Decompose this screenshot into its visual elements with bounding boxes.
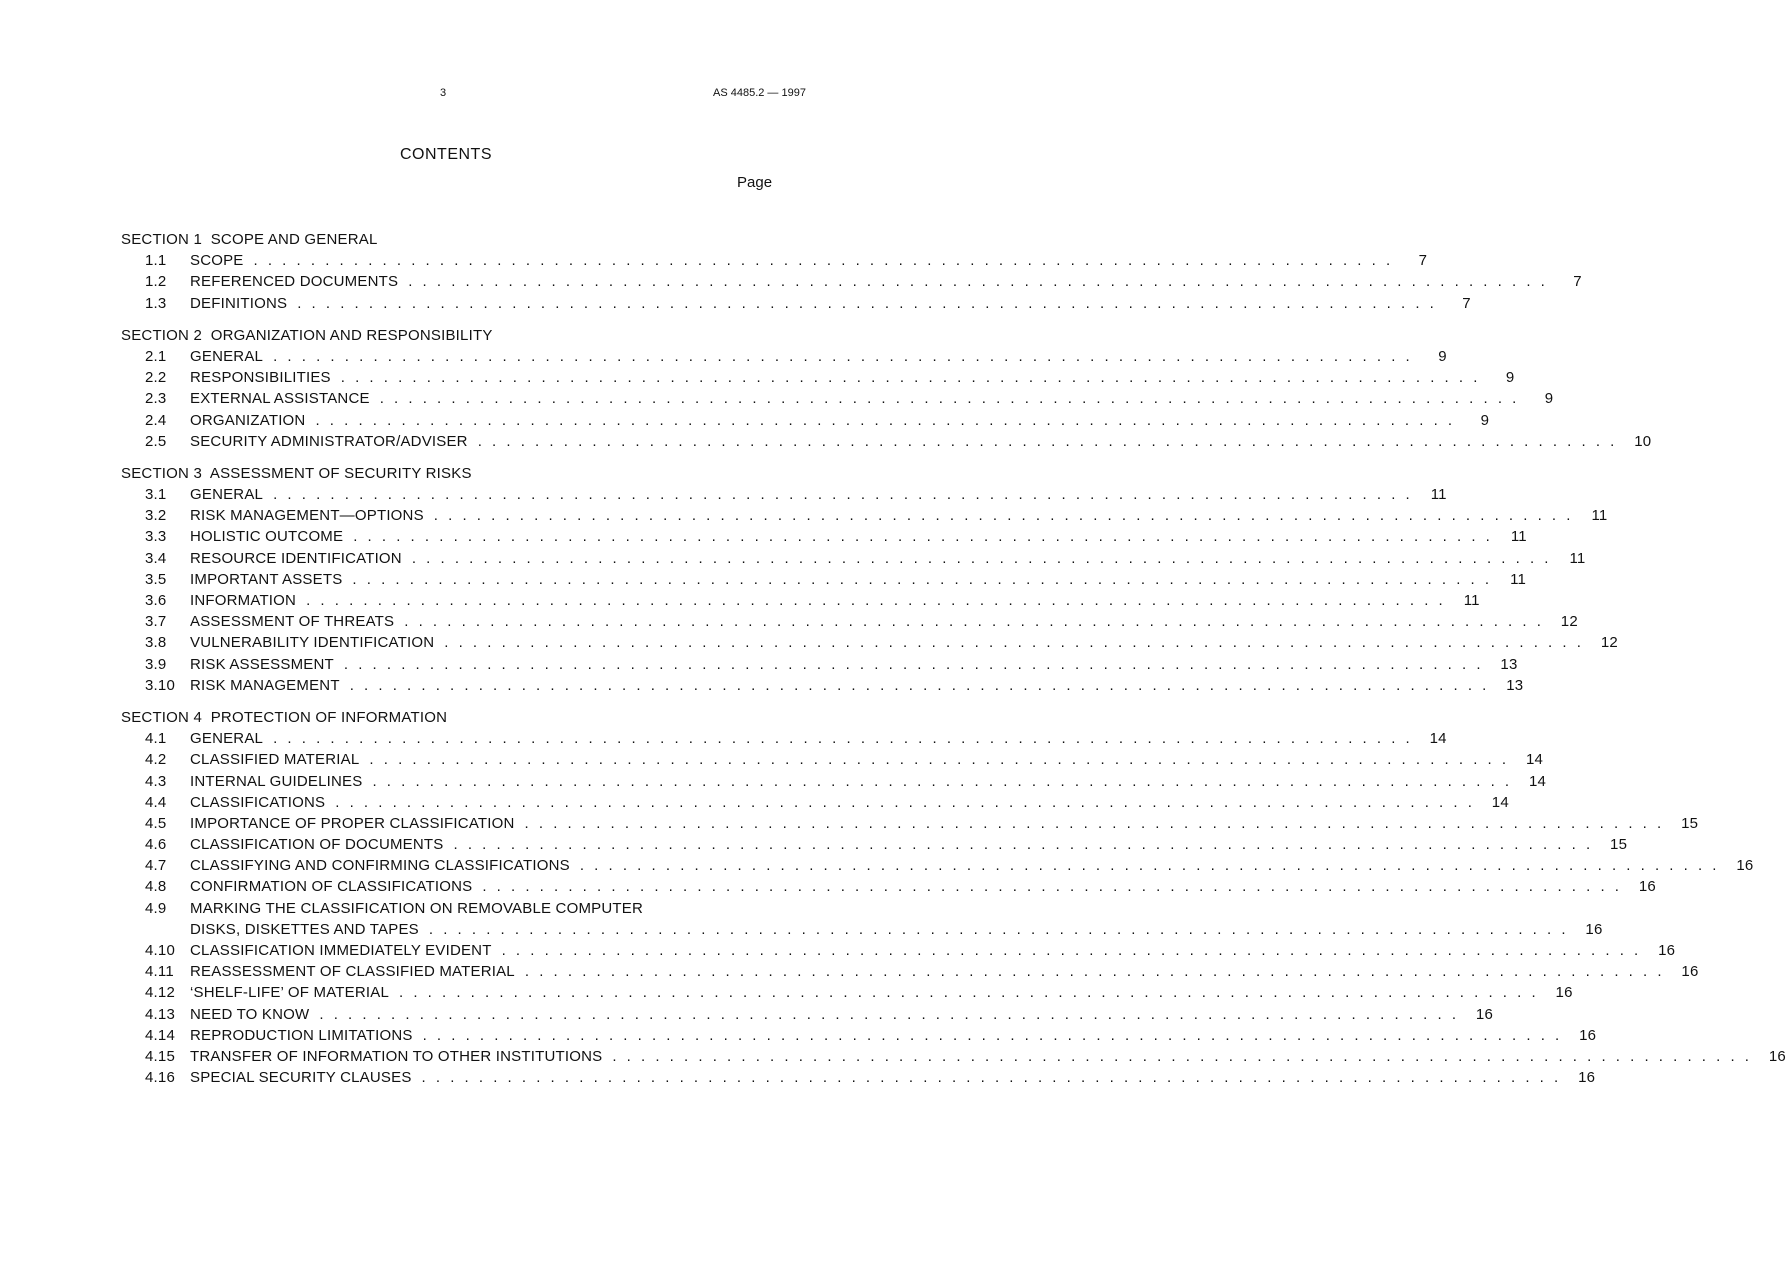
entry-page: 7: [1418, 252, 1428, 270]
toc-section: [121, 229, 1582, 314]
toc-entry[interactable]: [121, 1046, 1786, 1067]
dot-leader: . . . . . . . . . . . . . . . . . . . . . . . . . . . . . . . . . . . . . . . . . . . . . . . . . . . . . . . . . . . . . . . . . . . . . . . . . . . . . . . .: [501, 942, 1642, 960]
toc-entry[interactable]: [121, 548, 1586, 569]
entry-page: 15: [1610, 836, 1628, 854]
entry-title: ASSESSMENT OF THREATS: [190, 613, 395, 631]
toc-entry[interactable]: [121, 293, 1471, 314]
toc-entry[interactable]: [121, 526, 1527, 547]
entry-title: SPECIAL SECURITY CLAUSES: [190, 1069, 412, 1087]
entry-page: 16: [1578, 1069, 1596, 1087]
dot-leader: . . . . . . . . . . . . . . . . . . . . . . . . . . . . . . . . . . . . . . . . . . . . . . . . . . . . . . . . . . . . . . . . . . . . . . . . . . . . . . . .: [372, 772, 1513, 790]
entry-number: 3.6: [145, 592, 167, 609]
entry-page: 14: [1529, 772, 1547, 790]
dot-leader: . . . . . . . . . . . . . . . . . . . . . . . . . . . . . . . . . . . . . . . . . . . . . . . . . . . . . . . . . . . . . . . . . . . . . . . . . . . . . . . .: [315, 411, 1456, 429]
dot-leader: . . . . . . . . . . . . . . . . . . . . . . . . . . . . . . . . . . . . . . . . . . . . . . . . . . . . . . . . . . . . . . . . . . . . . . . . . . . . . . . .: [349, 676, 1490, 694]
dot-leader: . . . . . . . . . . . . . . . . . . . . . . . . . . . . . . . . . . . . . . . . . . . . . . . . . . . . . . . . . . . . . . . . . . . . . . . . . . . . . . . .: [433, 507, 1574, 525]
entry-number: 3.7: [145, 613, 167, 631]
entry-title: EXTERNAL ASSISTANCE: [190, 390, 370, 408]
toc-entry[interactable]: [121, 505, 1608, 526]
entry-title: REPRODUCTION LIMITATIONS: [190, 1026, 413, 1044]
entry-page: 14: [1491, 793, 1509, 811]
entry-number: 4.9: [145, 899, 167, 917]
entry-number: 3.8: [145, 634, 167, 652]
entry-title: REFERENCED DOCUMENTS: [190, 273, 399, 291]
dot-leader: . . . . . . . . . . . . . . . . . . . . . . . . . . . . . . . . . . . . . . . . . . . . . . . . . . . . . . . . . . . . . . . . . . . . . . . . . . . . . . . .: [428, 920, 1569, 938]
entry-number: 4.3: [145, 772, 167, 790]
entry-page: 16: [1585, 920, 1603, 938]
toc-section: [121, 463, 1618, 696]
entry-page: 16: [1658, 942, 1676, 960]
entry-title: CLASSIFICATION IMMEDIATELY EVIDENT: [190, 942, 492, 960]
entry-title: GENERAL: [190, 347, 264, 365]
entry-title: CLASSIFIED MATERIAL: [190, 751, 360, 769]
dot-leader: . . . . . . . . . . . . . . . . . . . . . . . . . . . . . . . . . . . . . . . . . . . . . . . . . . . . . . . . . . . . . . . . . . . . . . . . . . . . . . . .: [524, 814, 1665, 832]
toc-entry[interactable]: [121, 834, 1628, 855]
toc-entry[interactable]: [121, 876, 1656, 897]
dot-leader: . . . . . . . . . . . . . . . . . . . . . . . . . . . . . . . . . . . . . . . . . . . . . . . . . . . . . . . . . . . . . . . . . . . . . . . . . . . . . . . .: [482, 878, 1622, 896]
entry-page: 7: [1462, 294, 1471, 312]
dot-leader: . . . . . . . . . . . . . . . . . . . . . . . . . . . . . . . . . . . . . . . . . . . . . . . . . . . . . . . . . . . . . . . . . . . . . . . . . . . . . . . .: [273, 347, 1413, 365]
entry-number: 3.1: [145, 486, 167, 504]
toc-entry[interactable]: [121, 1067, 1596, 1088]
entry-title-continued: DISKS, DISKETTES AND TAPES: [190, 920, 419, 938]
entry-number: 1.2: [145, 273, 167, 291]
entry-number: 4.1: [145, 730, 167, 748]
entry-number: 3.3: [145, 528, 167, 546]
entry-title: GENERAL: [190, 486, 264, 504]
entry-number: 4.5: [145, 814, 167, 832]
entry-number: 4.7: [145, 857, 167, 875]
dot-leader: . . . . . . . . . . . . . . . . . . . . . . . . . . . . . . . . . . . . . . . . . . . . . . . . . . . . . . . . . . . . . . . . . . . . . . . . . . . . . . . .: [297, 294, 1437, 312]
dot-leader: . . . . . . . . . . . . . . . . . . . . . . . . . . . . . . . . . . . . . . . . . . . . . . . . . . . . . . . . . . . . . . . . . . . . . . . . . . . . . . . .: [369, 751, 1510, 769]
dot-leader: . . . . . . . . . . . . . . . . . . . . . . . . . . . . . . . . . . . . . . . . . . . . . . . . . . . . . . . . . . . . . . . . . . . . . . . . . . . . . . . .: [273, 486, 1413, 504]
entry-title: ORGANIZATION: [190, 411, 306, 429]
toc-entry[interactable]: [121, 569, 1527, 590]
dot-leader: . . . . . . . . . . . . . . . . . . . . . . . . . . . . . . . . . . . . . . . . . . . . . . . . . . . . . . . . . . . . . . . . . . . . . . . . . . . . . . . .: [421, 1069, 1562, 1087]
contents-title: CONTENTS: [400, 146, 492, 163]
toc-entry[interactable]: [121, 813, 1699, 834]
toc-entry[interactable]: [121, 982, 1573, 1003]
toc-entry[interactable]: [121, 611, 1578, 632]
entry-number: 3.5: [145, 570, 167, 588]
dot-leader: . . . . . . . . . . . . . . . . . . . . . . . . . . . . . . . . . . . . . . . . . . . . . . . . . . . . . . . . . . . . . . . . . . . . . . . . . . . . . . . .: [340, 369, 1481, 387]
dot-leader: . . . . . . . . . . . . . . . . . . . . . . . . . . . . . . . . . . . . . . . . . . . . . . . . . . . . . . . . . . . . . . . . . . . . . . . . . . . . . . . .: [453, 836, 1594, 854]
entry-page: 16: [1579, 1026, 1597, 1044]
entry-page: 12: [1600, 634, 1618, 652]
toc-entry[interactable]: [121, 590, 1480, 611]
entry-page: 11: [1430, 486, 1447, 504]
entry-number: 4.14: [145, 1026, 175, 1044]
entry-page: 16: [1555, 984, 1573, 1002]
dot-leader: . . . . . . . . . . . . . . . . . . . . . . . . . . . . . . . . . . . . . . . . . . . . . . . . . . . . . . . . . . . . . . . . . . . . . . . . . . . . . . . .: [253, 252, 1394, 270]
entry-title: RESOURCE IDENTIFICATION: [190, 549, 402, 567]
dot-leader: . . . . . . . . . . . . . . . . . . . . . . . . . . . . . . . . . . . . . . . . . . . . . . . . . . . . . . . . . . . . . . . . . . . . . . . . . . . . . . . .: [612, 1047, 1752, 1065]
entry-number: 4.16: [145, 1069, 175, 1087]
entry-page: 9: [1544, 390, 1554, 408]
entry-title: DEFINITIONS: [190, 294, 288, 312]
toc-entry[interactable]: [121, 367, 1515, 388]
entry-title: SCOPE: [190, 252, 244, 270]
entry-page: 16: [1475, 1005, 1494, 1023]
toc-entry[interactable]: [121, 771, 1547, 792]
dot-leader: . . . . . . . . . . . . . . . . . . . . . . . . . . . . . . . . . . . . . . . . . . . . . . . . . . . . . . . . . . . . . . . . . . . . . . . . . . . . . . . .: [379, 390, 1520, 408]
entry-page: 10: [1634, 432, 1652, 450]
entry-title: CLASSIFICATION OF DOCUMENTS: [190, 836, 444, 854]
entry-number: 3.2: [145, 507, 167, 525]
page-number: 3: [440, 87, 447, 99]
entry-number: 1.3: [145, 294, 167, 312]
entry-number: 4.13: [145, 1005, 175, 1023]
dot-leader: . . . . . . . . . . . . . . . . . . . . . . . . . . . . . . . . . . . . . . . . . . . . . . . . . . . . . . . . . . . . . . . . . . . . . . . . . . . . . . . .: [408, 273, 1548, 291]
entry-number: 4.8: [145, 878, 167, 896]
entry-title: REASSESSMENT OF CLASSIFIED MATERIAL: [190, 963, 515, 981]
toc-entry[interactable]: [121, 940, 1676, 961]
entry-title: ‘SHELF-LIFE’ OF MATERIAL: [190, 984, 389, 1002]
toc-entry[interactable]: [121, 431, 1652, 452]
entry-page: 16: [1736, 857, 1754, 875]
entry-number: 4.12: [145, 984, 175, 1002]
dot-leader: . . . . . . . . . . . . . . . . . . . . . . . . . . . . . . . . . . . . . . . . . . . . . . . . . . . . . . . . . . . . . . . . . . . . . . . . . . . . . . . .: [319, 1005, 1460, 1023]
entry-page: 13: [1506, 676, 1524, 694]
entry-page: 11: [1510, 528, 1527, 546]
entry-number: 2.4: [145, 411, 167, 429]
page-column-label: Page: [737, 174, 773, 191]
toc-entry[interactable]: [121, 484, 1447, 505]
toc-entry[interactable]: [121, 728, 1447, 749]
entry-title: RISK MANAGEMENT: [190, 676, 340, 694]
entry-number: 2.5: [145, 432, 167, 450]
entry-number: 2.3: [145, 390, 167, 408]
toc-entry[interactable]: [121, 250, 1428, 271]
section-heading: SECTION 1 SCOPE AND GENERAL: [121, 231, 378, 248]
table-of-contents: [121, 229, 1786, 1099]
entry-title: INFORMATION: [190, 592, 297, 609]
entry-page: 14: [1429, 730, 1447, 748]
entry-page: 7: [1573, 273, 1582, 291]
entry-page: 11: [1591, 507, 1608, 525]
dot-leader: . . . . . . . . . . . . . . . . . . . . . . . . . . . . . . . . . . . . . . . . . . . . . . . . . . . . . . . . . . . . . . . . . . . . . . . . . . . . . . . .: [273, 730, 1413, 748]
toc-section: [121, 325, 1652, 452]
section-heading: SECTION 3 ASSESSMENT OF SECURITY RISKS: [121, 464, 472, 482]
entry-page: 14: [1525, 751, 1544, 769]
dot-leader: . . . . . . . . . . . . . . . . . . . . . . . . . . . . . . . . . . . . . . . . . . . . . . . . . . . . . . . . . . . . . . . . . . . . . . . . . . . . . . . .: [477, 432, 1618, 450]
entry-number: 4.4: [145, 793, 167, 811]
dot-leader: . . . . . . . . . . . . . . . . . . . . . . . . . . . . . . . . . . . . . . . . . . . . . . . . . . . . . . . . . . . . . . . . . . . . . . . . . . . . . . . .: [335, 793, 1475, 811]
entry-number: 2.2: [145, 369, 167, 387]
entry-title: CLASSIFYING AND CONFIRMING CLASSIFICATIONS: [190, 857, 570, 875]
toc-entry[interactable]: [121, 749, 1544, 770]
entry-title: GENERAL: [190, 730, 264, 748]
entry-page: 16: [1768, 1047, 1786, 1065]
entry-title: RISK ASSESSMENT: [190, 655, 334, 673]
dot-leader: . . . . . . . . . . . . . . . . . . . . . . . . . . . . . . . . . . . . . . . . . . . . . . . . . . . . . . . . . . . . . . . . . . . . . . . . . . . . . . . .: [352, 570, 1493, 588]
entry-title: MARKING THE CLASSIFICATION ON REMOVABLE COMPUTER: [190, 899, 643, 917]
entry-number: 4.11: [145, 963, 174, 981]
toc-entry[interactable]: [121, 898, 1603, 940]
toc-entry[interactable]: [121, 855, 1754, 876]
toc-entry[interactable]: [121, 632, 1618, 653]
toc-entry[interactable]: [121, 1025, 1597, 1046]
dot-leader: . . . . . . . . . . . . . . . . . . . . . . . . . . . . . . . . . . . . . . . . . . . . . . . . . . . . . . . . . . . . . . . . . . . . . . . . . . . . . . . .: [306, 592, 1446, 609]
entry-page: 11: [1463, 592, 1480, 609]
toc-entry[interactable]: [121, 271, 1582, 292]
dot-leader: . . . . . . . . . . . . . . . . . . . . . . . . . . . . . . . . . . . . . . . . . . . . . . . . . . . . . . . . . . . . . . . . . . . . . . . . . . . . . . . .: [353, 528, 1493, 546]
entry-number: 3.9: [145, 655, 167, 673]
entry-page: 12: [1560, 613, 1578, 631]
entry-number: 4.10: [145, 942, 175, 960]
entry-page: 11: [1569, 549, 1586, 567]
entry-page: 15: [1681, 814, 1699, 832]
entry-title: INTERNAL GUIDELINES: [190, 772, 363, 790]
section-heading: SECTION 4 PROTECTION OF INFORMATION: [121, 708, 448, 726]
toc-entry[interactable]: [121, 346, 1447, 367]
dot-leader: . . . . . . . . . . . . . . . . . . . . . . . . . . . . . . . . . . . . . . . . . . . . . . . . . . . . . . . . . . . . . . . . . . . . . . . . . . . . . . . .: [343, 655, 1484, 673]
entry-title: RISK MANAGEMENT—OPTIONS: [190, 507, 424, 525]
entry-page: 11: [1510, 570, 1527, 588]
entry-title: SECURITY ADMINISTRATOR/ADVISER: [190, 432, 468, 450]
entry-title: IMPORTANCE OF PROPER CLASSIFICATION: [190, 814, 515, 832]
entry-title: RESPONSIBILITIES: [190, 369, 331, 387]
toc-entry[interactable]: [121, 675, 1524, 696]
toc-entry[interactable]: [121, 654, 1518, 675]
entry-title: HOLISTIC OUTCOME: [190, 528, 344, 546]
entry-page: 16: [1638, 878, 1656, 896]
toc-entry[interactable]: [121, 961, 1699, 982]
toc-section: [121, 707, 1786, 1088]
entry-number: 3.10: [145, 676, 175, 694]
entry-page: 9: [1505, 369, 1515, 387]
entry-number: 4.6: [145, 836, 167, 854]
entry-number: 3.4: [145, 549, 167, 567]
entry-title: VULNERABILITY IDENTIFICATION: [190, 634, 435, 652]
entry-number: 4.2: [145, 751, 167, 769]
entry-page: 9: [1480, 411, 1490, 429]
entry-title: IMPORTANT ASSETS: [190, 570, 343, 588]
toc-entry[interactable]: [121, 388, 1554, 409]
toc-entry[interactable]: [121, 792, 1509, 813]
entry-title: CLASSIFICATIONS: [190, 793, 326, 811]
dot-leader: . . . . . . . . . . . . . . . . . . . . . . . . . . . . . . . . . . . . . . . . . . . . . . . . . . . . . . . . . . . . . . . . . . . . . . . . . . . . . . . .: [579, 857, 1720, 875]
entry-title: CONFIRMATION OF CLASSIFICATIONS: [190, 878, 473, 896]
entry-page: 16: [1681, 963, 1699, 981]
entry-title: TRANSFER OF INFORMATION TO OTHER INSTITUTIONS: [190, 1047, 603, 1065]
entry-number: 1.1: [145, 252, 167, 270]
dot-leader: . . . . . . . . . . . . . . . . . . . . . . . . . . . . . . . . . . . . . . . . . . . . . . . . . . . . . . . . . . . . . . . . . . . . . . . . . . . . . . . .: [399, 984, 1539, 1002]
dot-leader: . . . . . . . . . . . . . . . . . . . . . . . . . . . . . . . . . . . . . . . . . . . . . . . . . . . . . . . . . . . . . . . . . . . . . . . . . . . . . . . .: [524, 963, 1665, 981]
dot-leader: . . . . . . . . . . . . . . . . . . . . . . . . . . . . . . . . . . . . . . . . . . . . . . . . . . . . . . . . . . . . . . . . . . . . . . . . . . . . . . . .: [411, 549, 1552, 567]
toc-entry[interactable]: [121, 410, 1490, 431]
entry-number: 4.15: [145, 1047, 175, 1065]
dot-leader: . . . . . . . . . . . . . . . . . . . . . . . . . . . . . . . . . . . . . . . . . . . . . . . . . . . . . . . . . . . . . . . . . . . . . . . . . . . . . . . .: [404, 613, 1544, 631]
dot-leader: . . . . . . . . . . . . . . . . . . . . . . . . . . . . . . . . . . . . . . . . . . . . . . . . . . . . . . . . . . . . . . . . . . . . . . . . . . . . . . . .: [422, 1026, 1563, 1044]
section-heading: SECTION 2 ORGANIZATION AND RESPONSIBILITY: [121, 326, 493, 344]
entry-title: NEED TO KNOW: [190, 1005, 310, 1023]
toc-entry[interactable]: [121, 1004, 1494, 1025]
entry-number: 2.1: [145, 347, 167, 365]
entry-page: 13: [1500, 655, 1518, 673]
entry-page: 9: [1438, 347, 1447, 365]
standard-id: AS 4485.2 — 1997: [713, 87, 806, 99]
dot-leader: . . . . . . . . . . . . . . . . . . . . . . . . . . . . . . . . . . . . . . . . . . . . . . . . . . . . . . . . . . . . . . . . . . . . . . . . . . . . . . . .: [444, 634, 1584, 652]
